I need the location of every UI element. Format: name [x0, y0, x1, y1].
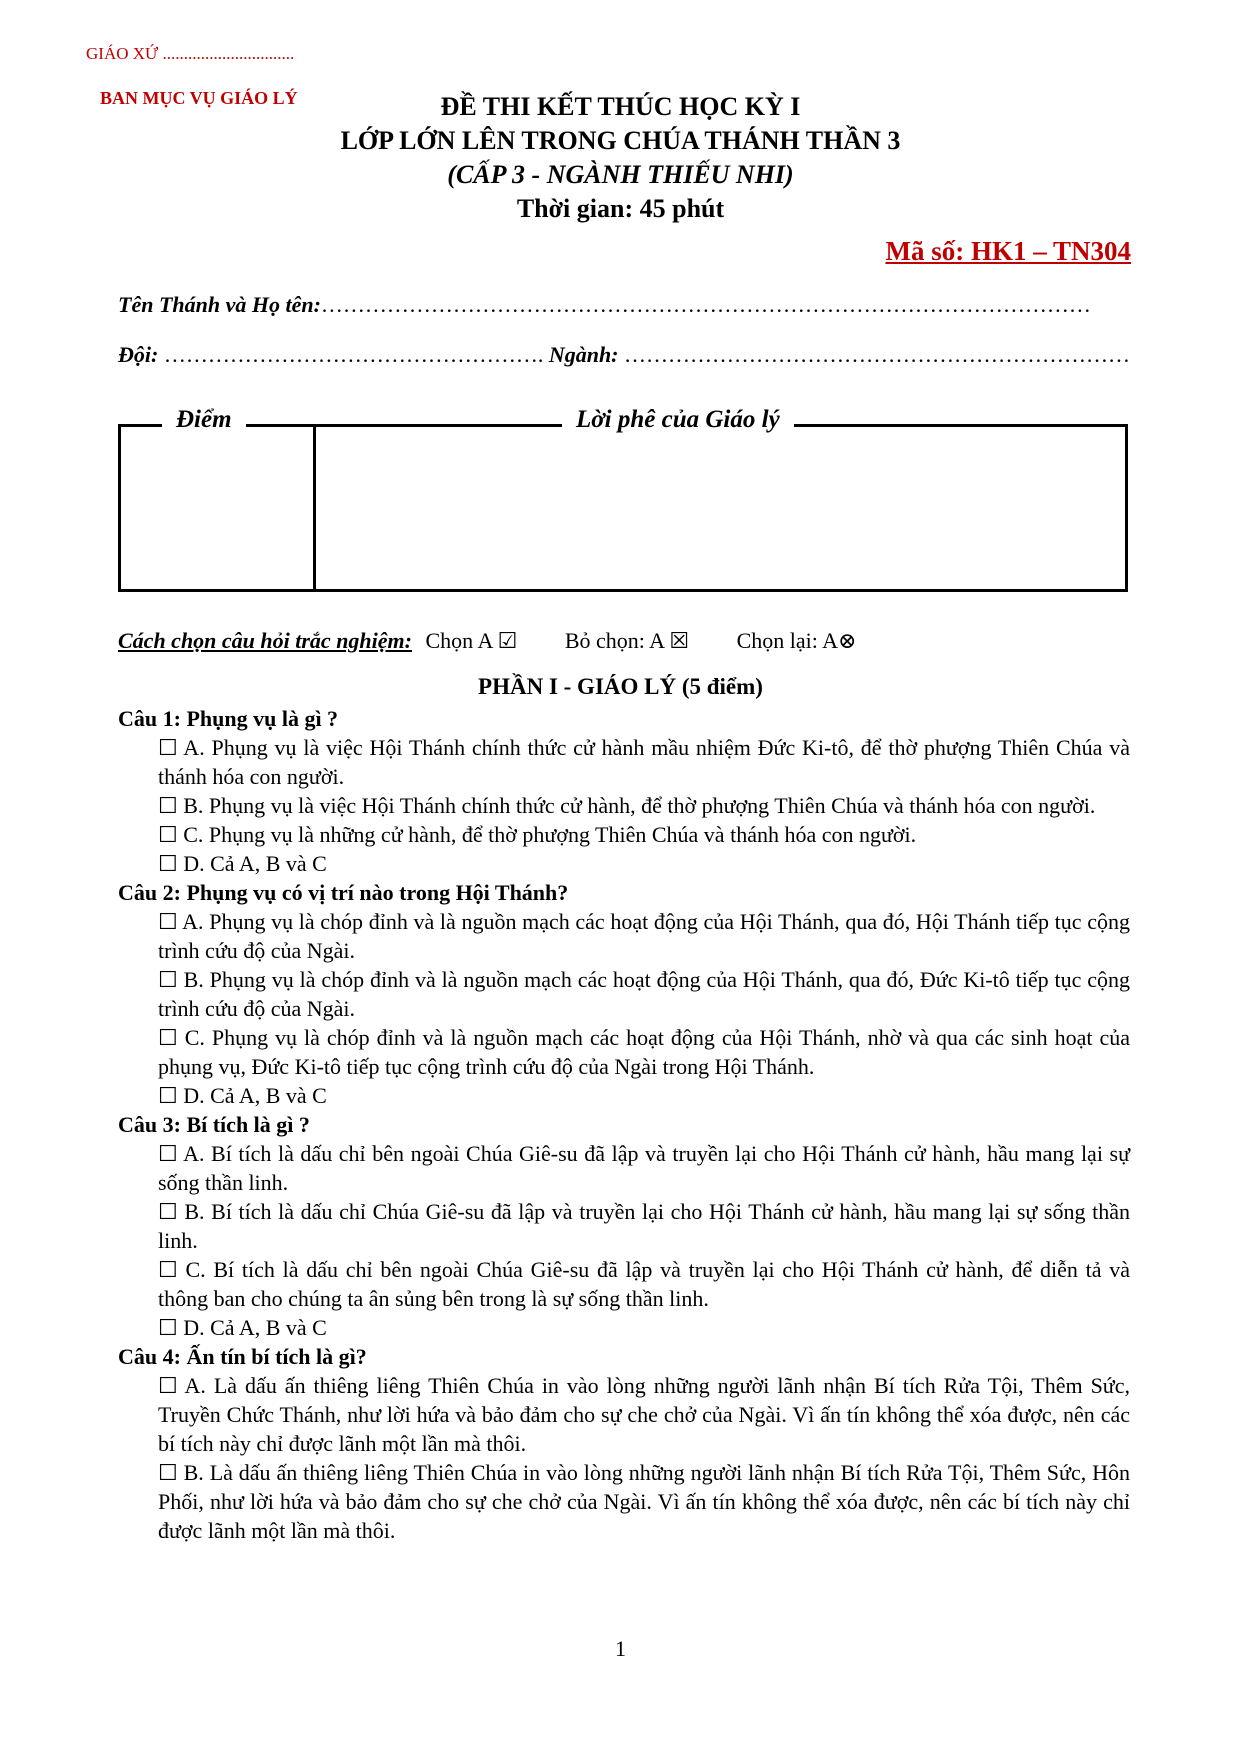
- duration: Thời gian: 45 phút: [516, 194, 725, 223]
- answer-option[interactable]: ☐ B. Phụng vụ là việc Hội Thánh chính thức cử hành, để thờ phượng Thiên Chúa và thánh hóa con người.: [158, 793, 1096, 818]
- comment-label: Lời phê của Giáo lý: [562, 406, 794, 434]
- answer-option[interactable]: ☐ D. Cả A, B và C: [158, 1083, 327, 1108]
- name-field[interactable]: [118, 292, 1091, 318]
- question-4: [118, 1342, 1130, 1545]
- question-text: Câu 4: Ấn tín bí tích là gì?: [118, 1344, 367, 1369]
- question-text: Câu 3: Bí tích là gì ?: [118, 1112, 310, 1137]
- question-text: Câu 1: Phụng vụ là gì ?: [118, 706, 339, 731]
- answer-option[interactable]: ☐ A. Phụng vụ là chóp đỉnh và là nguồn mạch các hoạt động của Hội Thánh, qua đó, Hội Thánh tiếp tục cộng trình cứu độ của Ngài.: [158, 909, 1130, 963]
- name-dots: ……………………………………………………………………………………………: [320, 292, 1091, 317]
- question-2: [118, 878, 1130, 1110]
- answer-option[interactable]: ☐ D. Cả A, B và C: [158, 851, 327, 876]
- answer-option[interactable]: ☐ B. Là dấu ấn thiêng liêng Thiên Chúa in vào lòng những người lãnh nhận Bí tích Rửa Tội, Thêm Sức, Hôn Phối, như lời hứa và bảo đảm cho sự che chở của Ngài. Vì ấn tín không thể xóa được, nên các bí tích này chỉ được lãnh một lần mà thôi.: [158, 1460, 1130, 1543]
- answer-option[interactable]: ☐ A. Phụng vụ là việc Hội Thánh chính thức cử hành mầu nhiệm Đức Ki-tô, để thờ phượng Thiên Chúa và thánh hóa con người.: [158, 735, 1130, 789]
- answer-option[interactable]: ☐ C. Bí tích là dấu chỉ bên ngoài Chúa Giê-su đã lập và truyền lại cho Hội Thánh cử hành, để diễn tả và thông ban cho chúng ta ân sủng bên trong là sự sống thần linh.: [158, 1257, 1130, 1311]
- level-title: (CẤP 3 - NGÀNH THIẾU NHI): [447, 160, 794, 189]
- branch-label: Ngành:: [548, 342, 619, 367]
- instruction-unselect: Bỏ chọn: A ☒: [564, 628, 690, 653]
- team-branch-row: [118, 342, 1130, 368]
- instructions-label: Cách chọn câu hỏi trắc nghiệm:: [118, 628, 412, 653]
- answer-option[interactable]: ☐ A. Bí tích là dấu chỉ bên ngoài Chúa Giê-su đã lập và truyền lại cho Hội Thánh cử hành, hầu mang lại sự sống thần linh.: [158, 1141, 1130, 1195]
- board-label: BAN MỤC VỤ GIÁO LÝ: [100, 88, 298, 108]
- class-title: LỚP LỚN LÊN TRONG CHÚA THÁNH THẦN 3: [340, 126, 901, 155]
- answer-option[interactable]: ☐ B. Phụng vụ là chóp đỉnh và là nguồn mạch các hoạt động của Hội Thánh, qua đó, Đức Ki-tô tiếp tục cộng trình cứu độ của Ngài.: [158, 967, 1130, 1021]
- answer-option[interactable]: ☐ A. Là dấu ấn thiêng liêng Thiên Chúa in vào lòng những người lãnh nhận Bí tích Rửa Tội, Thêm Sức, Truyền Chức Thánh, như lời hứa và bảo đảm cho sự che chở của Ngài. Vì ấn tín không thể xóa được, nên các bí tích này chỉ được lãnh một lần mà thôi.: [158, 1373, 1130, 1456]
- exam-title: ĐỀ THI KẾT THÚC HỌC KỲ I: [440, 92, 801, 121]
- question-3: [118, 1110, 1130, 1342]
- question-1: [118, 704, 1130, 878]
- name-label: Tên Thánh và Họ tên:: [118, 292, 321, 317]
- box-divider: [313, 424, 316, 592]
- part-title: PHẦN I - GIÁO LÝ (5 điểm): [478, 674, 763, 699]
- branch-dots: ……………………………………………………………: [624, 342, 1131, 367]
- answer-option[interactable]: ☐ C. Phụng vụ là những cử hành, để thờ phượng Thiên Chúa và thánh hóa con người.: [158, 822, 917, 847]
- question-list: [118, 704, 1130, 1545]
- team-label: Đội:: [118, 342, 159, 367]
- question-text: Câu 2: Phụng vụ có vị trí nào trong Hội Thánh?: [118, 880, 569, 905]
- instruction-reselect: Chọn lại: A⊗: [736, 628, 857, 653]
- team-field[interactable]: [118, 342, 543, 367]
- score-comment-box: [118, 424, 1128, 592]
- instruction-choose: Chọn A ☑: [425, 628, 518, 653]
- answer-option[interactable]: ☐ C. Phụng vụ là chóp đỉnh và là nguồn mạch các hoạt động của Hội Thánh, nhờ và qua các sinh hoạt của phụng vụ, Đức Ki-tô tiếp tục cộng trình cứu độ của Ngài trong Hội Thánh.: [158, 1025, 1130, 1079]
- answer-option[interactable]: ☐ D. Cả A, B và C: [158, 1315, 327, 1340]
- answer-instructions: [118, 628, 890, 654]
- exam-code: Mã số: HK1 – TN304: [885, 236, 1131, 266]
- page-number: 1: [615, 1636, 626, 1661]
- parish-label: GIÁO XỨ ...............................: [86, 44, 295, 63]
- branch-field[interactable]: [549, 342, 1130, 367]
- score-label: Điểm: [162, 406, 246, 434]
- answer-option[interactable]: ☐ B. Bí tích là dấu chỉ Chúa Giê-su đã lập và truyền lại cho Hội Thánh cử hành, hầu mang lại sự sống thần linh.: [158, 1199, 1130, 1253]
- team-dots: …………………………………………….: [163, 342, 544, 367]
